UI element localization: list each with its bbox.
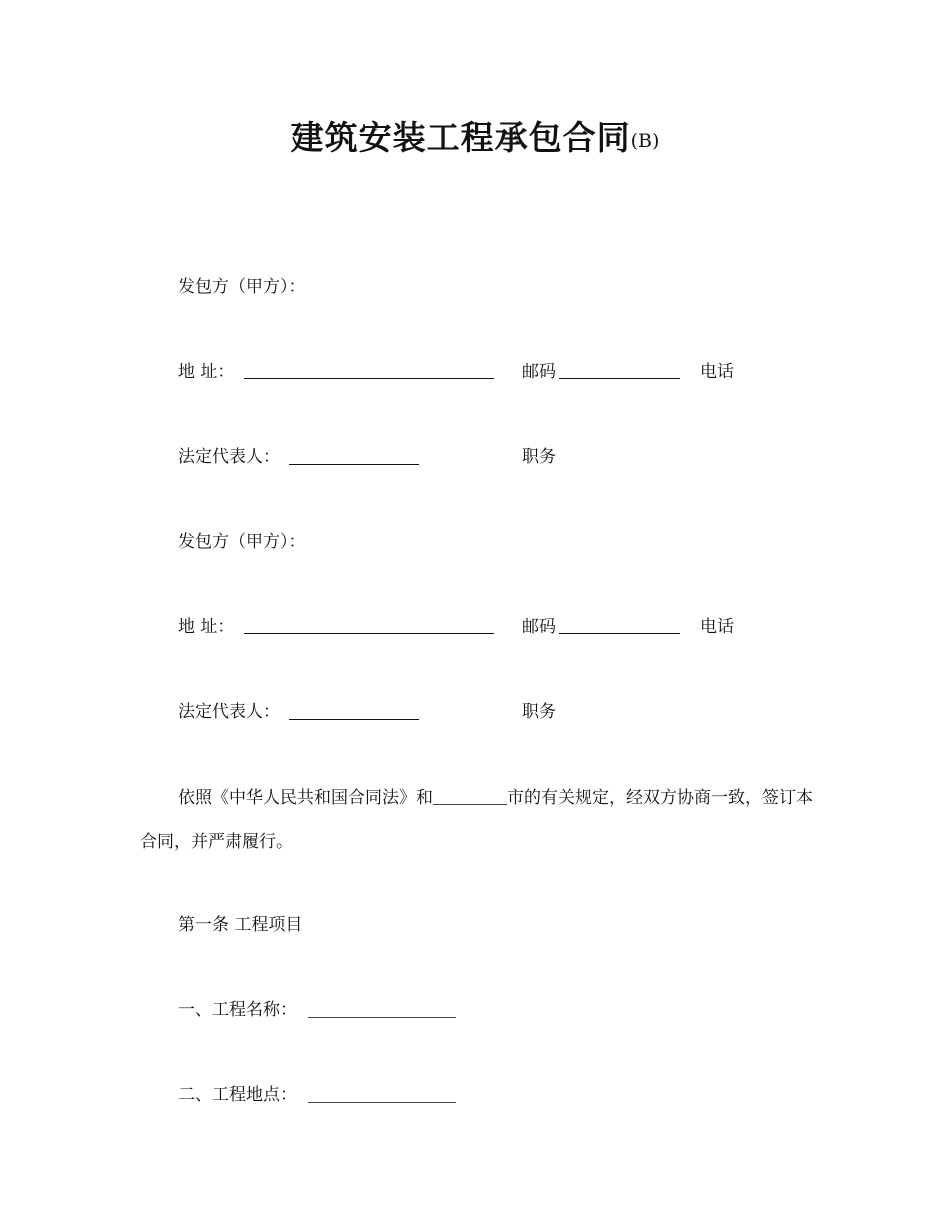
party-b-postcode-blank <box>559 633 680 634</box>
party-a-legal-rep-blank <box>289 464 419 465</box>
intro-city-blank <box>433 786 507 805</box>
document-title <box>0 112 950 159</box>
party-a-postcode-label: 邮码 <box>522 362 556 382</box>
party-b-postcode-label: 邮码 <box>522 617 556 637</box>
party-a-position-label: 职务 <box>522 447 556 467</box>
party-b-heading: 发包方（甲方）： <box>178 532 306 552</box>
project-name-blank <box>308 1017 456 1018</box>
party-a-heading: 发包方（甲方）： <box>178 277 306 297</box>
project-name-label: 一、工程名称： <box>178 1000 297 1020</box>
party-b-address-blank <box>244 633 494 634</box>
title-suffix: (B) <box>630 130 660 152</box>
party-a-address-blank <box>244 378 494 379</box>
party-b-phone-label: 电话 <box>700 617 734 637</box>
project-location-label: 二、工程地点： <box>178 1085 297 1105</box>
party-a-address-label: 地 址： <box>178 362 235 382</box>
title-main: 建筑安装工程承包合同 <box>290 118 631 157</box>
party-b-legal-rep-label: 法定代表人： <box>178 702 280 722</box>
intro-text-part1: 依照《中华人民共和国合同法》和 <box>178 788 433 808</box>
party-a-phone-label: 电话 <box>700 362 734 382</box>
party-b-legal-rep-blank <box>289 719 419 720</box>
intro-paragraph <box>140 776 820 864</box>
party-a-legal-rep-label: 法定代表人： <box>178 447 280 467</box>
party-b-address-label: 地 址： <box>178 617 235 637</box>
article1-heading: 第一条 工程项目 <box>178 915 303 935</box>
party-b-position-label: 职务 <box>522 702 556 722</box>
intro-text-part2: 市的有关规定，经双方协商一致，签订本合同，并严肃履行。 <box>140 788 813 852</box>
party-a-postcode-blank <box>559 378 680 379</box>
project-location-blank <box>308 1102 456 1103</box>
